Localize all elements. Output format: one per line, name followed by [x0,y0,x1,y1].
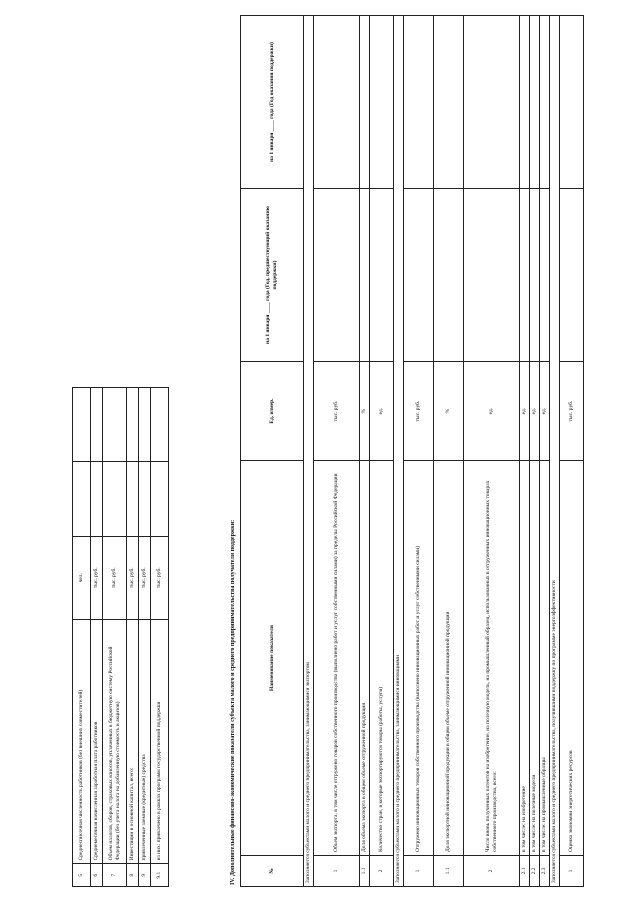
value-cell [127,388,139,462]
value-cell [91,388,103,462]
header-num: № [241,855,304,886]
indicators-table-section4 [240,15,584,887]
value-cell [370,16,394,189]
indicator-name: Число вновь полученных патентов на изобретение, на полезную модель, на промышленный образец, использованных в отгруженных инновационных товарах собственного производства, всего: [464,461,520,856]
unit-of-measure: ед. [530,362,540,461]
value-cell [560,189,584,362]
row-number: 1.1 [434,855,464,886]
indicator-name: Объем экспорта, в том числе отгружено товаров собственного производства (выполнено работ и услуг собственными силами) за пределы Российской Федерации [314,461,360,856]
value-cell [314,189,360,362]
row-number: 2.1 [520,855,530,886]
header-name: Наименование показателя [241,461,304,856]
indicator-name: в том числе: на полезные модели [530,461,540,856]
unit-of-measure: тыс. руб. [404,362,434,461]
unit-of-measure: тыс. руб. [139,536,151,619]
section-row [550,16,560,887]
value-cell [540,189,550,362]
unit-of-measure: ед. [520,362,530,461]
value-cell [560,16,584,189]
table-row [139,388,151,887]
unit-of-measure: тыс. руб. [151,536,169,619]
row-number: 2.2 [530,855,540,886]
table-row [520,16,530,887]
row-number: 2.3 [540,855,550,886]
value-cell [370,189,394,362]
header-prev-year: на 1 января ____ года (Год, предшествующий оказанию поддержки) [241,189,304,362]
unit-of-measure: тыс. руб. [103,536,127,619]
indicator-name: в том числе: на промышленные образцы [540,461,550,856]
value-cell [151,462,169,536]
unit-of-measure: % [434,362,464,461]
indicator-name: привлеченные заемные (кредитные) средства [139,619,151,864]
table-row [540,16,550,887]
table-row [127,388,139,887]
value-cell [151,388,169,462]
value-cell [91,462,103,536]
indicator-name: Оценка экономии энергетических ресурсов [560,461,584,856]
value-cell [434,189,464,362]
table-row [404,16,434,887]
row-number: 8 [127,864,139,887]
indicator-name: из них: привлечено в рамках программ государственной поддержки [151,619,169,864]
table-header-row [241,16,304,887]
indicator-name: Среднесписочная численность работников (без внешних совместителей) [73,619,91,864]
unit-of-measure: тыс. руб. [91,536,103,619]
indicator-name: Отгружено инновационных товаров собственного производства (выполнено инновационных работ и услуг собственными силами) [404,461,434,856]
indicator-name: Объем налогов, сборов, страховых взносов, уплаченных в бюджетную систему Российской Федерации (без учета налога на добавленную стоимость и акцизов) [103,619,127,864]
table-row [314,16,360,887]
table-row [151,388,169,887]
row-number: 1 [404,855,434,886]
table-row [464,16,520,887]
value-cell [139,388,151,462]
indicator-name: в том числе: на изобретение [520,461,530,856]
value-cell [464,189,520,362]
unit-of-measure: чел. [73,536,91,619]
value-cell [464,16,520,189]
value-cell [103,388,127,462]
value-cell [520,16,530,189]
value-cell [127,462,139,536]
unit-of-measure: % [360,362,370,461]
unit-of-measure: тыс. руб. [314,362,360,461]
value-cell [139,462,151,536]
indicators-table-section3 [72,387,169,887]
table-row [370,16,394,887]
value-cell [404,189,434,362]
table-row [434,16,464,887]
table-row [360,16,370,887]
table-row [560,16,584,887]
unit-of-measure: тыс. руб. [560,362,584,461]
value-cell [434,16,464,189]
indicator-name: Доля экспортной инновационной продукции в общем объеме отгруженной инновационной продукции [434,461,464,856]
unit-of-measure: ед. [370,362,394,461]
value-cell [314,16,360,189]
table-row [103,388,127,887]
value-cell [540,16,550,189]
row-number: 1 [560,855,584,886]
table-row [73,388,91,887]
table-row [91,388,103,887]
row-number: 5 [73,864,91,887]
indicator-name: Доля объема экспорта в общем объеме отгруженной продукции [360,461,370,856]
value-cell [530,189,540,362]
section-row [304,16,314,887]
value-cell [530,16,540,189]
value-cell [360,189,370,362]
indicator-name: Инвестиции в основной капитал, всего: [127,619,139,864]
value-cell [360,16,370,189]
value-cell [73,388,91,462]
row-number: 1 [314,855,360,886]
row-number: 2 [464,855,520,886]
section-caption: Заполняется субъектами малого и среднего предпринимательства, получившими поддержку по программе энергоэффективности [550,16,560,887]
value-cell [103,462,127,536]
table-row [530,16,540,887]
indicator-name: Среднемесячная начисленная заработная плата работников [91,619,103,864]
unit-of-measure: тыс. руб. [127,536,139,619]
header-unit: Ед. измер. [241,362,304,461]
header-support-year: на 1 января ____ года (Год оказания поддержки) [241,16,304,189]
row-number: 6 [91,864,103,887]
section-row [394,16,404,887]
value-cell [73,462,91,536]
row-number: 2 [370,855,394,886]
section-caption: Заполняется субъектами малого и среднего предпринимательства, занимающимися экспортом [304,16,314,887]
value-cell [520,189,530,362]
indicator-name: Количество стран, в которые экспортируются товары (работы, услуги) [370,461,394,856]
row-number: 9.1 [151,864,169,887]
row-number: 9 [139,864,151,887]
row-number: 1.1 [360,855,370,886]
value-cell [404,16,434,189]
section-caption: Заполняется субъектами малого и среднего предпринимательства, занимающимися инновациями [394,16,404,887]
unit-of-measure: ед. [464,362,520,461]
unit-of-measure: ед. [540,362,550,461]
row-number: 7 [103,864,127,887]
section4-heading: IV. Дополнительные финансово-экономические показатели субъекта малого и среднего предпринимательства получателя поддержки: [230,519,236,885]
